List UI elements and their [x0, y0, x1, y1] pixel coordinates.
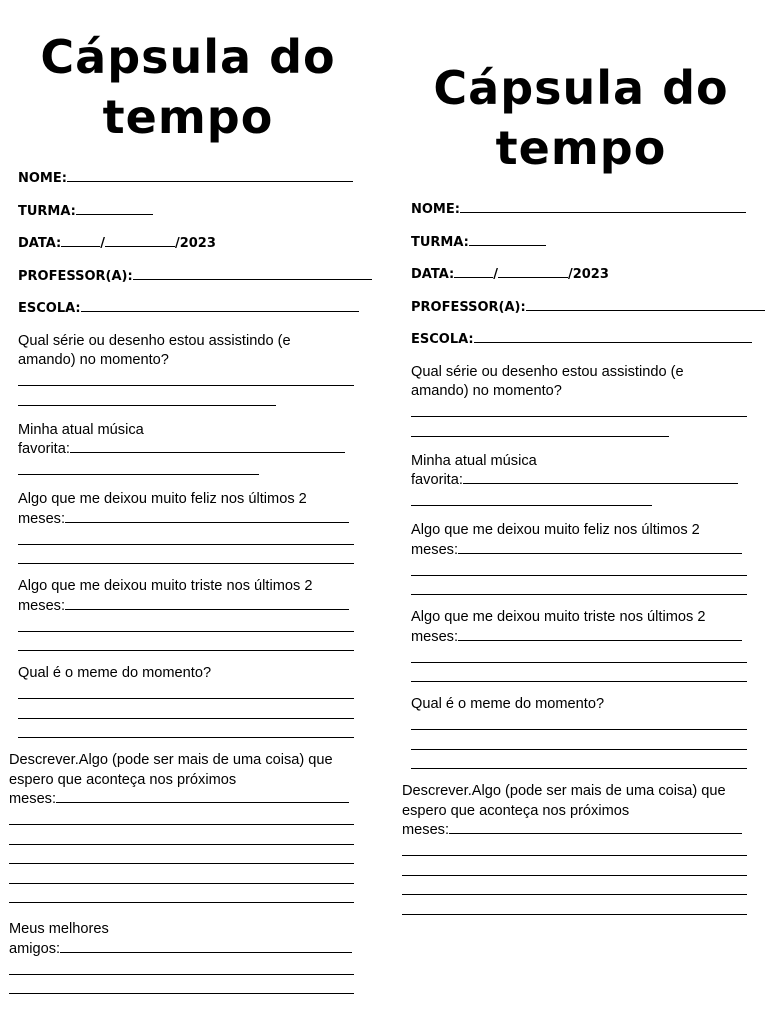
answer-line[interactable] — [411, 754, 747, 774]
data-field[interactable]: DATA: / /2023 — [18, 236, 216, 251]
meme-question: Qual é o meme do momento? — [18, 664, 354, 742]
answer-line[interactable] — [18, 703, 354, 723]
answer-line[interactable] — [402, 860, 748, 880]
answer-line[interactable] — [463, 471, 738, 484]
descrever-question: Descrever.Algo (pode ser mais de uma coisa) que espero que aconteça nos próximos meses: — [9, 751, 355, 907]
data-field[interactable]: DATA: / /2023 — [411, 267, 609, 282]
answer-line[interactable] — [411, 715, 747, 735]
nome-blank[interactable] — [460, 201, 746, 213]
answer-line[interactable] — [9, 810, 355, 830]
answer-line[interactable] — [9, 849, 355, 869]
answer-line[interactable] — [449, 821, 742, 834]
professor-blank[interactable] — [526, 299, 765, 311]
answer-line[interactable] — [411, 647, 747, 667]
capsule-form-right — [393, 31, 768, 919]
turma-field[interactable]: TURMA: — [411, 234, 768, 267]
nome-field[interactable]: NOME: — [18, 170, 370, 203]
title-line-2: tempo — [495, 121, 667, 175]
answer-line[interactable] — [18, 636, 354, 656]
answer-line[interactable] — [458, 541, 742, 554]
title-line-2: tempo — [102, 90, 274, 144]
escola-field[interactable]: ESCOLA: — [18, 300, 370, 333]
answer-line[interactable] — [18, 549, 354, 569]
answer-line[interactable] — [458, 628, 742, 641]
serie-question: Qual série ou desenho estou assistindo (e amando) no momento? — [18, 332, 354, 410]
feliz-question: Algo que me deixou muito feliz nos últimos 2 meses: — [411, 521, 747, 599]
answer-line[interactable] — [411, 560, 747, 580]
form-title — [0, 27, 376, 147]
answer-line[interactable] — [18, 371, 354, 391]
answer-line[interactable] — [18, 616, 354, 636]
nome-blank[interactable] — [67, 170, 353, 182]
descrever-question: Descrever.Algo (pode ser mais de uma coisa) que espero que aconteça nos próximos meses: — [402, 782, 748, 919]
title-line-1: Cápsula do — [40, 30, 336, 84]
day-blank[interactable] — [61, 235, 100, 247]
serie-question: Qual série ou desenho estou assistindo (e amando) no momento? — [411, 363, 747, 441]
answer-line[interactable] — [65, 597, 349, 610]
answer-line[interactable] — [18, 460, 354, 480]
form-title — [393, 58, 768, 178]
feliz-question: Algo que me deixou muito feliz nos últimos 2 meses: — [18, 490, 354, 568]
escola-field[interactable]: ESCOLA: — [411, 331, 768, 364]
professor-field[interactable]: PROFESSOR(A): — [18, 268, 370, 301]
nome-field[interactable]: NOME: — [411, 201, 768, 234]
answer-line[interactable] — [402, 880, 748, 900]
answer-line[interactable] — [9, 888, 355, 908]
escola-blank[interactable] — [81, 300, 359, 312]
turma-blank[interactable] — [469, 234, 546, 246]
month-blank[interactable] — [498, 266, 568, 278]
answer-line[interactable] — [60, 940, 352, 953]
header-fields — [18, 170, 370, 333]
musica-question: Minha atual música favorita: — [18, 421, 354, 480]
answer-line[interactable] — [411, 491, 747, 511]
answer-line[interactable] — [9, 979, 355, 999]
escola-blank[interactable] — [474, 331, 752, 343]
header-fields — [411, 201, 768, 364]
answer-line[interactable] — [18, 529, 354, 549]
answer-line[interactable] — [411, 402, 747, 422]
musica-question: Minha atual música favorita: — [411, 452, 747, 511]
answer-line[interactable] — [402, 841, 748, 861]
turma-blank[interactable] — [76, 203, 153, 215]
answer-line[interactable] — [56, 790, 349, 803]
answer-line[interactable] — [411, 580, 747, 600]
answer-line[interactable] — [70, 440, 345, 453]
meme-question: Qual é o meme do momento? — [411, 695, 747, 773]
triste-question: Algo que me deixou muito triste nos últimos 2 meses: — [411, 608, 747, 686]
professor-blank[interactable] — [133, 268, 372, 280]
answer-line[interactable] — [18, 723, 354, 743]
turma-field[interactable]: TURMA: — [18, 203, 370, 236]
answer-line[interactable] — [9, 868, 355, 888]
month-blank[interactable] — [105, 235, 175, 247]
title-line-1: Cápsula do — [433, 61, 729, 115]
day-blank[interactable] — [454, 266, 493, 278]
answer-line[interactable] — [65, 510, 349, 523]
amigos-question: Meus melhores amigos: — [9, 920, 355, 998]
answer-line[interactable] — [18, 390, 354, 410]
answer-line[interactable] — [402, 899, 748, 919]
capsule-form-left — [0, 0, 370, 998]
answer-line[interactable] — [18, 684, 354, 704]
answer-line[interactable] — [411, 421, 747, 441]
professor-field[interactable]: PROFESSOR(A): — [411, 299, 768, 332]
answer-line[interactable] — [9, 959, 355, 979]
answer-line[interactable] — [411, 734, 747, 754]
answer-line[interactable] — [411, 667, 747, 687]
answer-line[interactable] — [9, 829, 355, 849]
triste-question: Algo que me deixou muito triste nos últimos 2 meses: — [18, 577, 354, 655]
